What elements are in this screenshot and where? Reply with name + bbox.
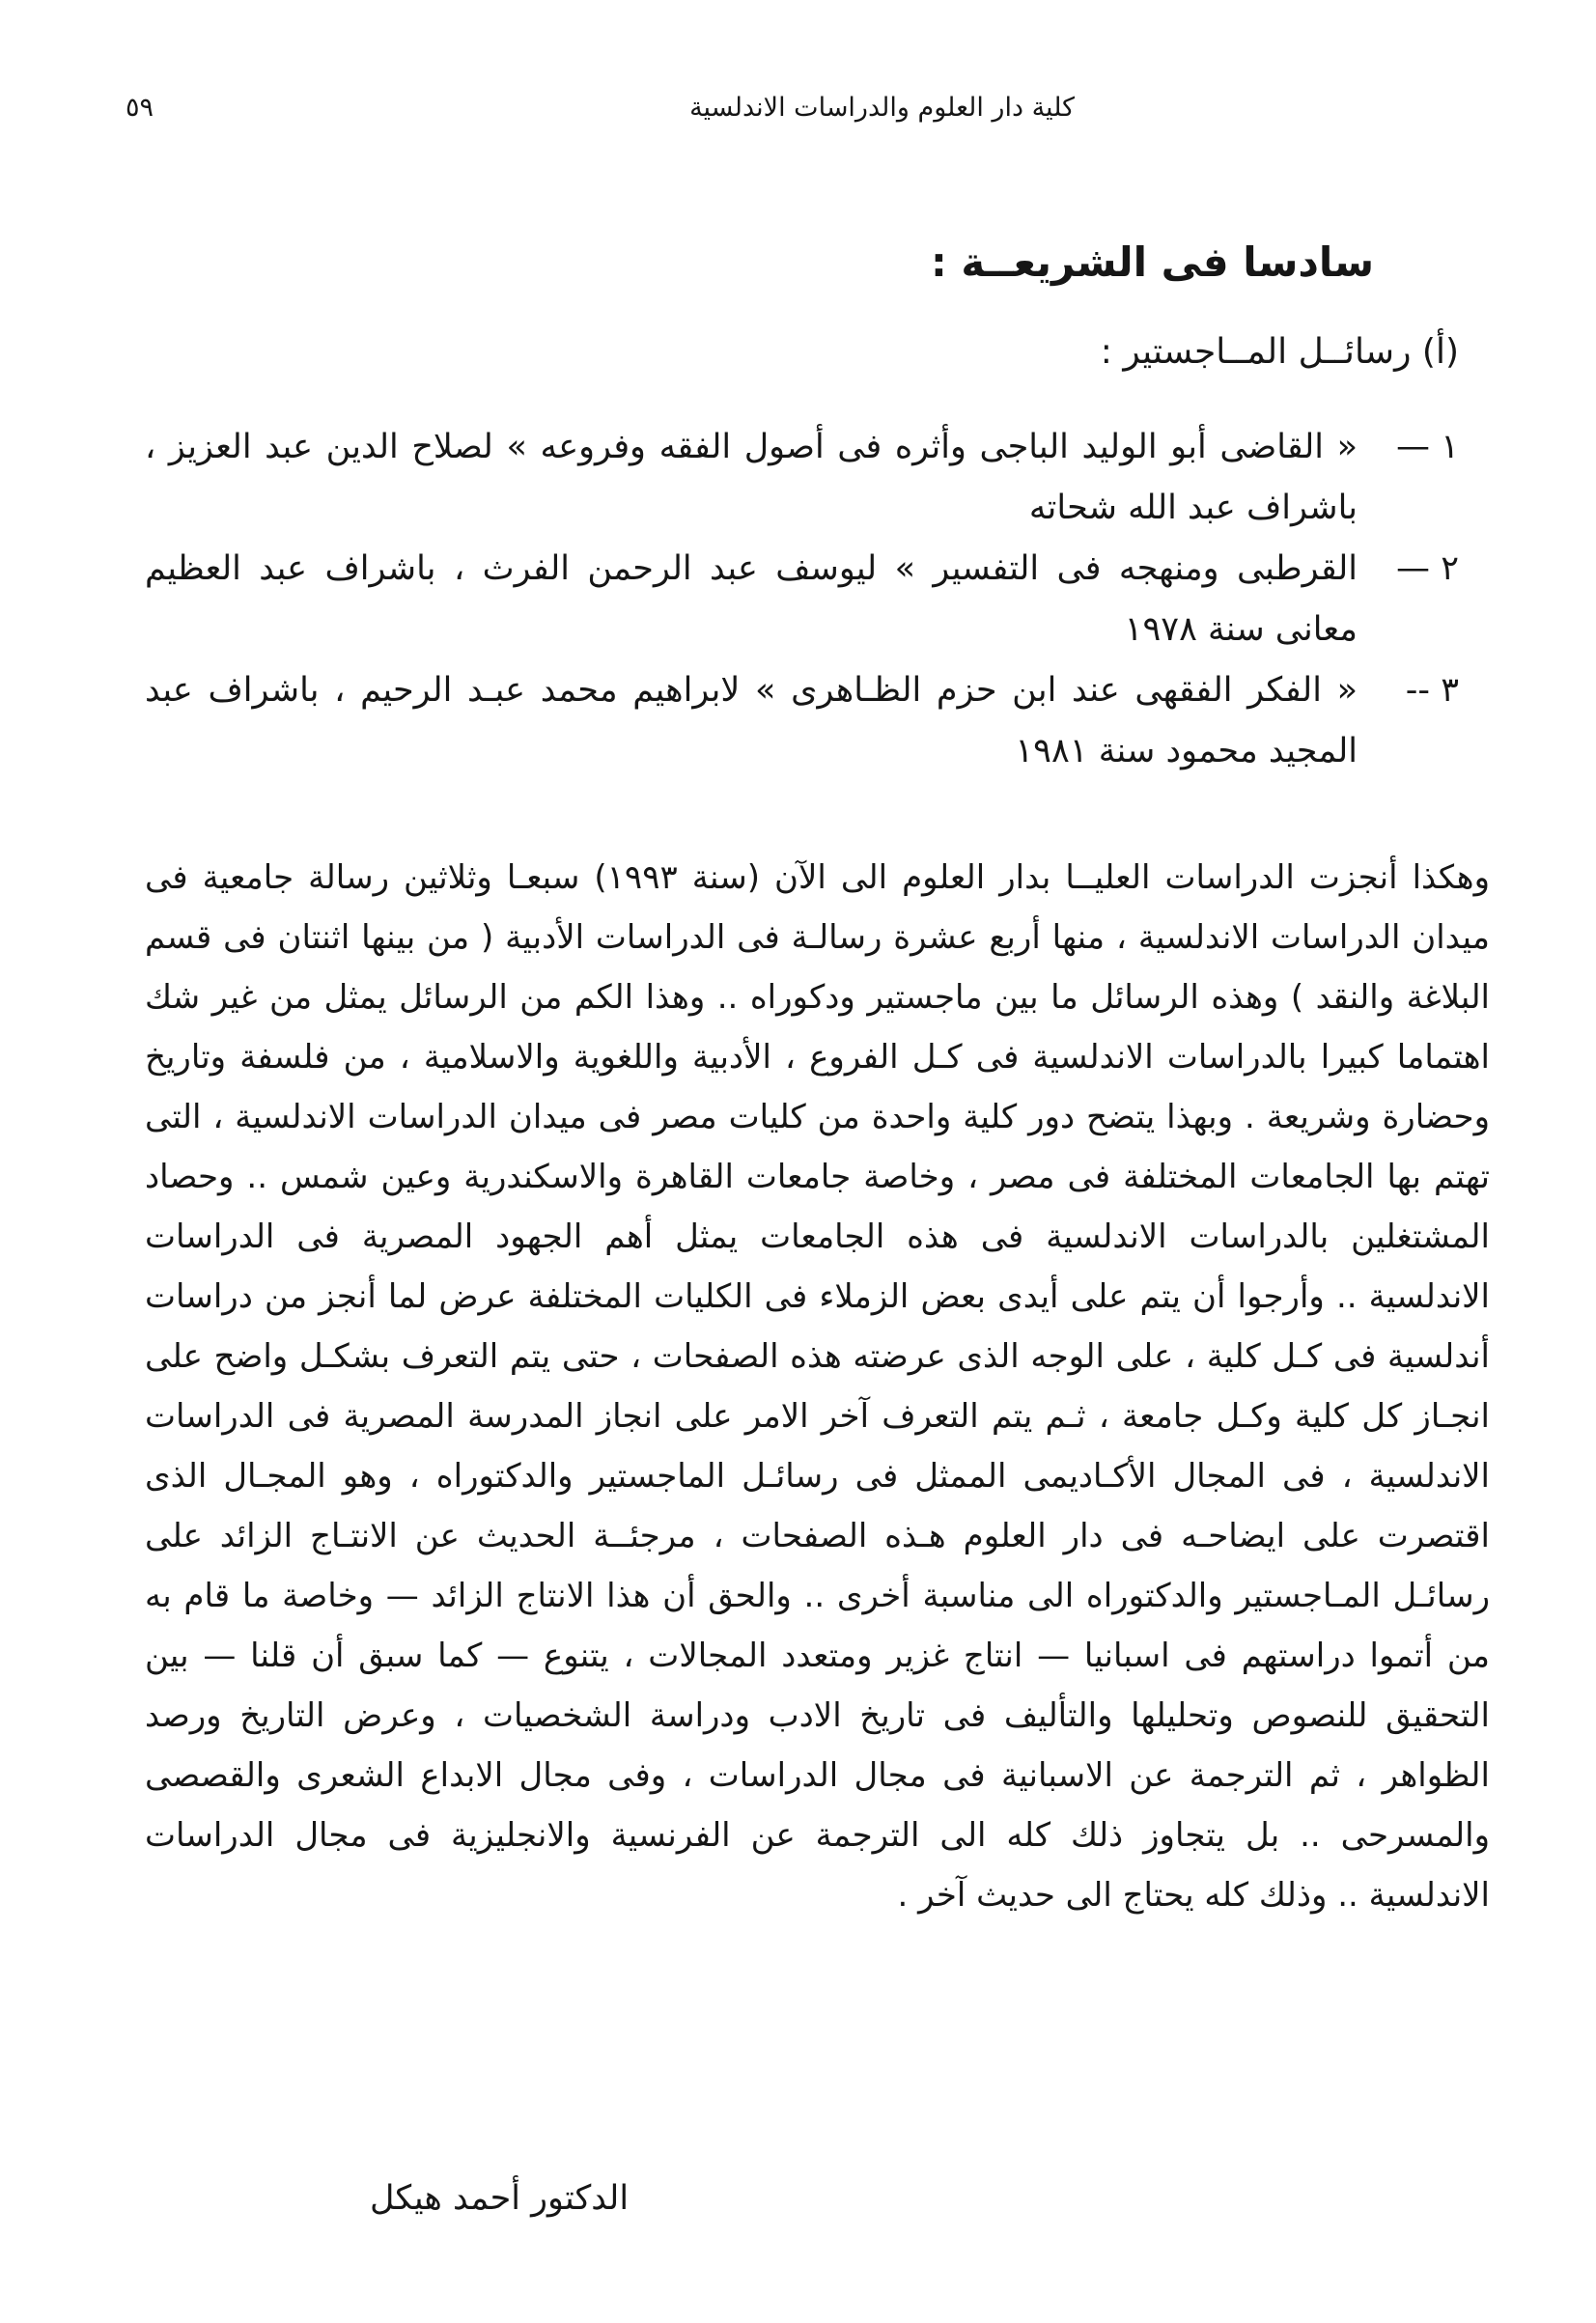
- page-number: ٥٩: [126, 93, 154, 123]
- list-item-text: « الفكر الفقهى عند ابن حزم الظـاهرى » لابراهيم محمد عبـد الرحيم ، باشراف عبد المجيد محمود سنة ١٩٨١: [145, 671, 1358, 770]
- author-signature: الدكتور أحمد هيكل: [370, 2179, 630, 2218]
- list-item-number: ١ —: [1396, 428, 1459, 466]
- list-item: [145, 660, 1459, 782]
- thesis-list: [145, 417, 1459, 782]
- subsection-heading: (أ) رسائــل المــاجستير :: [1100, 332, 1459, 372]
- list-item-number: ٢ —: [1396, 549, 1459, 588]
- body-paragraph: وهكذا أنجزت الدراسات العليــا بدار العلوم الى الآن (سنة ١٩٩٣) سبعـا وثلاثين رسالة جامعية فى ميدان الدراسات الاندلسية ، منها أربع عشرة رسالـة فى الدراسات الأدبية ( من بينها اثنتان فى قسم البلاغة والنقد ) وهذه الرسائل ما بين ماجستير ودكوراه .. وهذا الكم من الرسائل يمثل من غير شك اهتماما كبيرا بالدراسات الاندلسية فى كـل الفروع ، الأدبية واللغوية والاسلامية ، من فلسفة وتاريخ وحضارة وشريعة . وبهذا يتضح دور كلية واحدة من كليات مصر فى ميدان الدراسات الاندلسية ، التى تهتم بها الجامعات المختلفة فى مصر ، وخاصة جامعات القاهرة والاسكندرية وعين شمس .. وحصاد المشتغلين بالدراسات الاندلسية فى هذه الجامعات يمثل أهم الجهود المصرية فى الدراسات الاندلسية .. وأرجوا أن يتم على أيدى بعض الزملاء فى الكليات المختلفة عرض لما أنجز من دراسات أندلسية فى كـل كلية ، على الوجه الذى عرضته هذه الصفحات ، حتى يتم التعرف بشكـل واضح على انجـاز كل كلية وكـل جامعة ، ثـم يتم التعرف آخر الامر على انجاز المدرسة المصرية فى الدراسات الاندلسية ، فى المجال الأكـاديمى الممثل فى رسائـل الماجستير والدكتوراه ، وهو المجـال الذى اقتصرت على ايضاحـه فى دار العلوم هـذه الصفحات ، مرجئــة الحديث عن الانتـاج الزائد على رسائـل المـاجستير والدكتوراه الى مناسبة أخرى .. والحق أن هذا الانتاج الزائد — وخاصة ما قام به من أتموا دراستهم فى اسبانيا — انتاج غزير ومتعدد المجالات ، يتنوع — كما سبق أن قلنا — بين التحقيق للنصوص وتحليلها والتأليف فى تاريخ الادب ودراسة الشخصيات ، وعرض التاريخ ورصد الظواهر ، ثم الترجمة عن الاسبانية فى مجال الدراسات ، وفى مجال الابداع الشعرى والقصصى والمسرحى .. بل يتجاوز ذلك كله الى الترجمة عن الفرنسية والانجليزية فى مجال الدراسات الاندلسية .. وذلك كله يحتاج الى حديث آخر .: [145, 858, 1490, 1915]
- list-item-text: « القاضى أبو الوليد الباجى وأثره فى أصول الفقه وفروعه » لصلاح الدين عبد العزيز ، باشراف عبد الله شحاته: [145, 428, 1358, 527]
- section-heading: سادسا فى الشريعــة :: [930, 238, 1374, 286]
- running-header: [126, 89, 1075, 127]
- list-item-number: ٣ --: [1405, 671, 1459, 710]
- list-item-text: القرطبى ومنهجه فى التفسير » ليوسف عبد الرحمن الفرث ، باشراف عبد العظيم معانى سنة ١٩٧٨: [145, 549, 1358, 649]
- list-item: [145, 417, 1459, 539]
- running-header-title: كلية دار العلوم والدراسات الاندلسية: [689, 93, 1075, 123]
- list-item: [145, 539, 1459, 660]
